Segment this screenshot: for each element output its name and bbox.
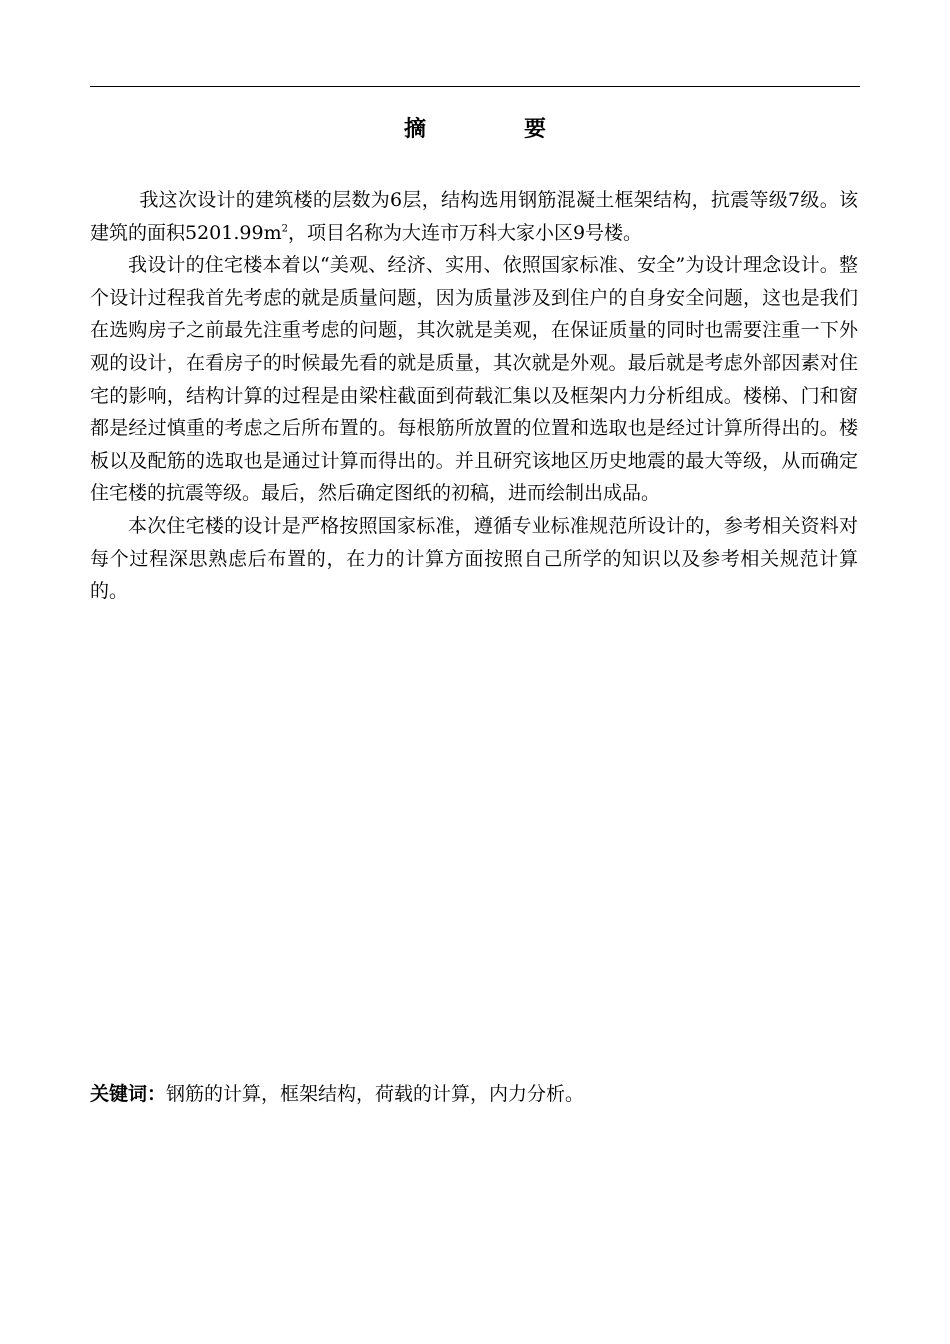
header-rule (90, 86, 860, 87)
abstract-paragraph-3: 本次住宅楼的设计是严格按照国家标准，遵循专业标准规范所设计的，参考相关资料对每个过程深思熟虑后布置的，在力的计算方面按照自己所学的知识以及参考相关规范计算的。 (90, 514, 858, 603)
keywords-line (90, 1078, 858, 1110)
paragraph-1-text: 我这次设计的建筑楼的层数为6层，结构选用钢筋混凝土框架结构，抗震等级7级。该建筑的面积5201.99m (90, 189, 858, 244)
keywords-label: 关键词： (90, 1083, 167, 1105)
paragraph-1-text-end: ，项目名称为大连市万科大家小区9号楼。 (287, 221, 643, 244)
abstract-paragraph-2: 我设计的住宅楼本着以“美观、经济、实用、依照国家标准、安全”为设计理念设计。整个设计过程我首先考虑的就是质量问题，因为质量涉及到住户的自身安全问题，这也是我们在选购房子之前最先注重考虑的问题，其次就是美观，在保证质量的同时也需要注重一下外观的设计，在看房子的时候最先看的就是质量，其次就是外观。最后就是考虑外部因素对住宅的影响，结构计算的过程是由梁柱截面到荷载汇集以及框架内力分析组成。楼梯、门和窗都是经过慎重的考虑之后所布置的。每根筋所放置的位置和选取也是经过计算所得出的。楼板以及配筋的选取也是通过计算而得出的。并且研究该地区历史地震的最大等级，从而确定住宅楼的抗震等级。最后，然后确定图纸的初稿，进而绘制出成品。 (90, 254, 858, 505)
keywords-text: 钢筋的计算，框架结构，荷载的计算，内力分析。 (166, 1083, 585, 1105)
abstract-title: 摘 要 (403, 117, 584, 142)
abstract-paragraph-1 (90, 184, 858, 249)
superscript-2: 2 (281, 223, 288, 235)
abstract-body (90, 184, 858, 608)
